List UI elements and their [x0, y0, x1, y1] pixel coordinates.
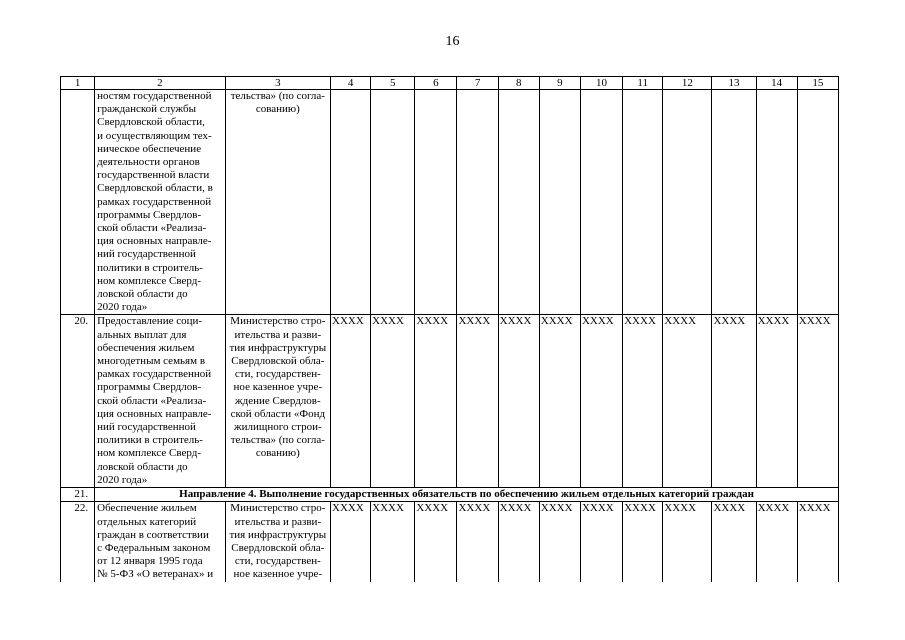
header-cell: 8: [498, 77, 539, 90]
empty-cell: [756, 90, 797, 315]
header-cell: 12: [663, 77, 712, 90]
value-cell: XXXX: [712, 502, 756, 582]
empty-cell: [498, 90, 539, 315]
row-number: [61, 90, 95, 315]
value-cell: XXXX: [539, 502, 580, 582]
responsible-executor: тельства» (по согла- сованию): [225, 90, 330, 315]
value-cell: XXXX: [415, 315, 457, 488]
value-cell: XXXX: [663, 315, 712, 488]
empty-cell: [331, 90, 371, 315]
header-cell: 15: [797, 77, 838, 90]
measure-description: Предоставление соци- альных выплат для обеспечения жильем многодетным семьям в рамках государственной программы Свердлов- ской области «Реализа- ция основных направле- ний государственной политики в строитель- ном комплексе Сверд- ловской области до 2020 года»: [95, 315, 226, 488]
empty-cell: [371, 90, 415, 315]
row-number: 21.: [61, 488, 95, 502]
header-cell: 7: [457, 77, 498, 90]
empty-cell: [623, 90, 663, 315]
value-cell: XXXX: [580, 315, 622, 488]
value-cell: XXXX: [457, 502, 498, 582]
programme-table: [60, 76, 839, 582]
value-cell: XXXX: [498, 502, 539, 582]
empty-cell: [580, 90, 622, 315]
measure-description: Обеспечение жильем отдельных категорий граждан в соответствии с Федеральным законом от 12 января 1995 года № 5-ФЗ «О ветеранах» и: [95, 502, 226, 582]
header-cell: 5: [371, 77, 415, 90]
header-cell: 4: [331, 77, 371, 90]
table-header-row: [61, 77, 839, 90]
row-number: 22.: [61, 502, 95, 582]
responsible-executor: Министерство стро- ительства и разви- тия инфраструктуры Свердловской обла- сти, государствен- ное казенное учре- ждение Свердлов- ской области «Фонд жилищного строи- тельства» (по согла- сованию): [225, 315, 330, 488]
empty-cell: [457, 90, 498, 315]
value-cell: XXXX: [457, 315, 498, 488]
header-cell: 13: [712, 77, 756, 90]
page-number: 16: [445, 34, 460, 49]
empty-cell: [539, 90, 580, 315]
value-cell: XXXX: [797, 315, 838, 488]
value-cell: XXXX: [415, 502, 457, 582]
header-cell: 10: [580, 77, 622, 90]
section-title: Направление 4. Выполнение государственных обязательств по обеспечению жильем отдельных категорий граждан: [95, 488, 839, 502]
empty-cell: [797, 90, 838, 315]
value-cell: XXXX: [371, 315, 415, 488]
measure-description: ностям государственной гражданской службы Свердловской области, и осуществляющим тех- ническое обеспечение деятельности органов государственной власти Свердловской области, в рамках государственной программы Свердлов- ской области «Реализа- ция основных направле- ний государственной политики в строитель- ном комплексе Сверд- ловской области до 2020 года»: [95, 90, 226, 315]
table-row-22: [61, 502, 839, 582]
value-cell: XXXX: [498, 315, 539, 488]
header-cell: 9: [539, 77, 580, 90]
header-cell: 6: [415, 77, 457, 90]
value-cell: XXXX: [623, 315, 663, 488]
value-cell: XXXX: [756, 502, 797, 582]
responsible-executor: Министерство стро- ительства и разви- тия инфраструктуры Свердловской обла- сти, государствен- ное казенное учре-: [225, 502, 330, 582]
value-cell: XXXX: [580, 502, 622, 582]
table-row-20: [61, 315, 839, 488]
header-cell: 1: [61, 77, 95, 90]
value-cell: XXXX: [797, 502, 838, 582]
value-cell: XXXX: [331, 502, 371, 582]
section-heading-row: [61, 488, 839, 502]
header-cell: 14: [756, 77, 797, 90]
header-cell: 2: [95, 77, 226, 90]
value-cell: XXXX: [623, 502, 663, 582]
value-cell: XXXX: [663, 502, 712, 582]
empty-cell: [663, 90, 712, 315]
value-cell: XXXX: [756, 315, 797, 488]
empty-cell: [415, 90, 457, 315]
header-cell: 11: [623, 77, 663, 90]
empty-cell: [712, 90, 756, 315]
header-cell: 3: [225, 77, 330, 90]
value-cell: XXXX: [712, 315, 756, 488]
value-cell: XXXX: [331, 315, 371, 488]
value-cell: XXXX: [539, 315, 580, 488]
table-row-continued: [61, 90, 839, 315]
value-cell: XXXX: [371, 502, 415, 582]
row-number: 20.: [61, 315, 95, 488]
